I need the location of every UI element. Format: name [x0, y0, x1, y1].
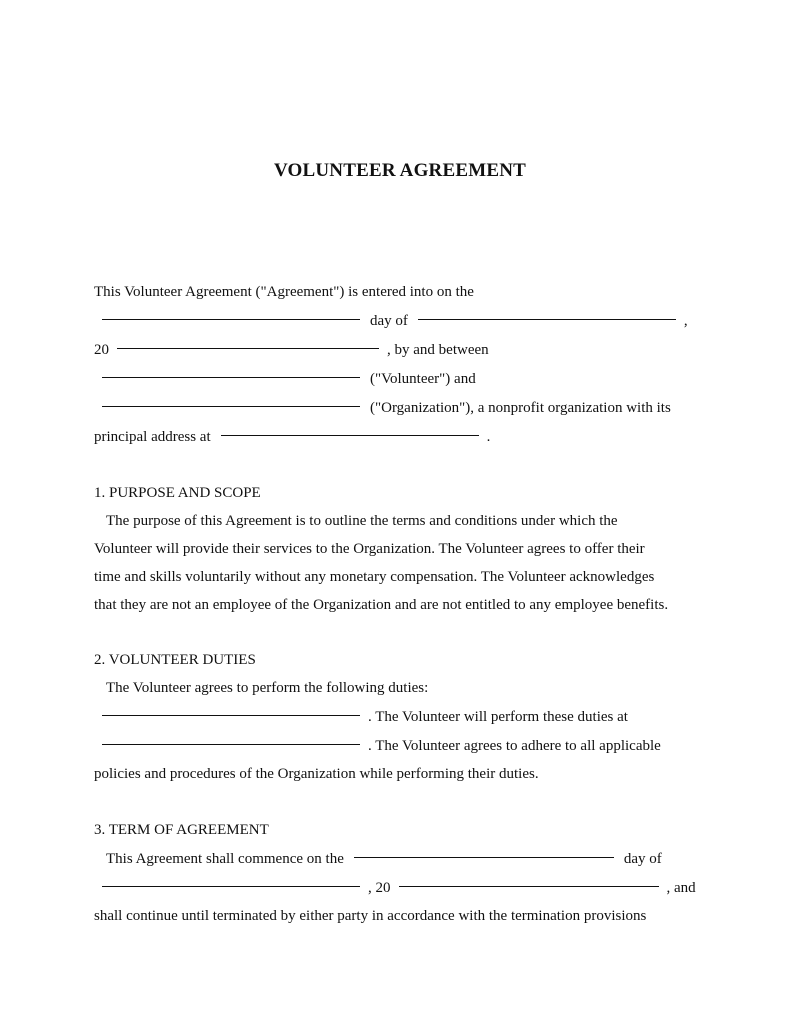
section-1-heading: 1. PURPOSE AND SCOPE: [94, 485, 261, 501]
intro-line-6: [94, 423, 490, 451]
and-label: , and: [666, 880, 696, 896]
section-1-line: that they are not an employee of the Organization and are not entitled to any employee benefits.: [94, 597, 669, 613]
intro-text: This Volunteer Agreement ("Agreement") is entered into on the: [94, 284, 474, 300]
section-3-line-3: shall continue until terminated by either party in accordance with the termination provisions: [94, 908, 647, 924]
day-of-label: day of: [623, 851, 662, 867]
section-1-line: time and skills voluntarily without any monetary compensation. The Volunteer acknowledges: [94, 569, 655, 585]
intro-line-1: [94, 278, 474, 306]
duties-blank[interactable]: [102, 714, 360, 716]
commence-text: This Agreement shall commence on the: [106, 851, 344, 867]
date-day-blank[interactable]: [102, 318, 360, 320]
section-3-line-1: [94, 845, 662, 873]
comma-twenty-label: , 20: [368, 880, 391, 896]
year-prefix-label: 20: [94, 342, 109, 358]
section-2-heading: 2. VOLUNTEER DUTIES: [94, 652, 256, 668]
policies-text: . The Volunteer agrees to adhere to all applicable: [368, 738, 661, 754]
section-2-line-2: [94, 703, 628, 731]
commence-day-blank[interactable]: [354, 856, 614, 858]
intro-line-3: [94, 336, 489, 364]
intro-line-5: [94, 394, 671, 422]
principal-address-label: principal address at: [94, 429, 211, 445]
section-3-heading: 3. TERM OF AGREEMENT: [94, 822, 269, 838]
comma-label: ,: [683, 313, 688, 329]
duties-location-text: . The Volunteer will perform these duties at: [368, 709, 628, 725]
principal-address-blank[interactable]: [221, 434, 479, 436]
section-3-line-2: [94, 874, 696, 902]
intro-line-2: [94, 307, 688, 335]
date-month-blank[interactable]: [418, 318, 676, 320]
section-2-line-4: policies and procedures of the Organization while performing their duties.: [94, 766, 539, 782]
date-year-blank[interactable]: [117, 347, 379, 349]
volunteer-name-blank[interactable]: [102, 376, 360, 378]
period-label: .: [486, 429, 491, 445]
commence-year-blank[interactable]: [399, 885, 659, 887]
section-1-line: Volunteer will provide their services to the Organization. The Volunteer agrees to offer their: [94, 541, 645, 557]
document-title: VOLUNTEER AGREEMENT: [273, 160, 527, 181]
volunteer-label: ("Volunteer") and: [370, 371, 476, 387]
section-2-line-1: The Volunteer agrees to perform the following duties:: [106, 680, 429, 696]
duties-location-blank[interactable]: [102, 743, 360, 745]
intro-line-4: [94, 365, 476, 393]
section-2-line-3: [94, 732, 661, 760]
commence-month-blank[interactable]: [102, 885, 360, 887]
day-of-label: day of: [370, 313, 408, 329]
organization-label: ("Organization"), a nonprofit organization with its: [370, 400, 671, 416]
section-1-line: The purpose of this Agreement is to outline the terms and conditions under which the: [106, 513, 618, 529]
by-and-between-label: , by and between: [387, 342, 489, 358]
organization-name-blank[interactable]: [102, 405, 360, 407]
